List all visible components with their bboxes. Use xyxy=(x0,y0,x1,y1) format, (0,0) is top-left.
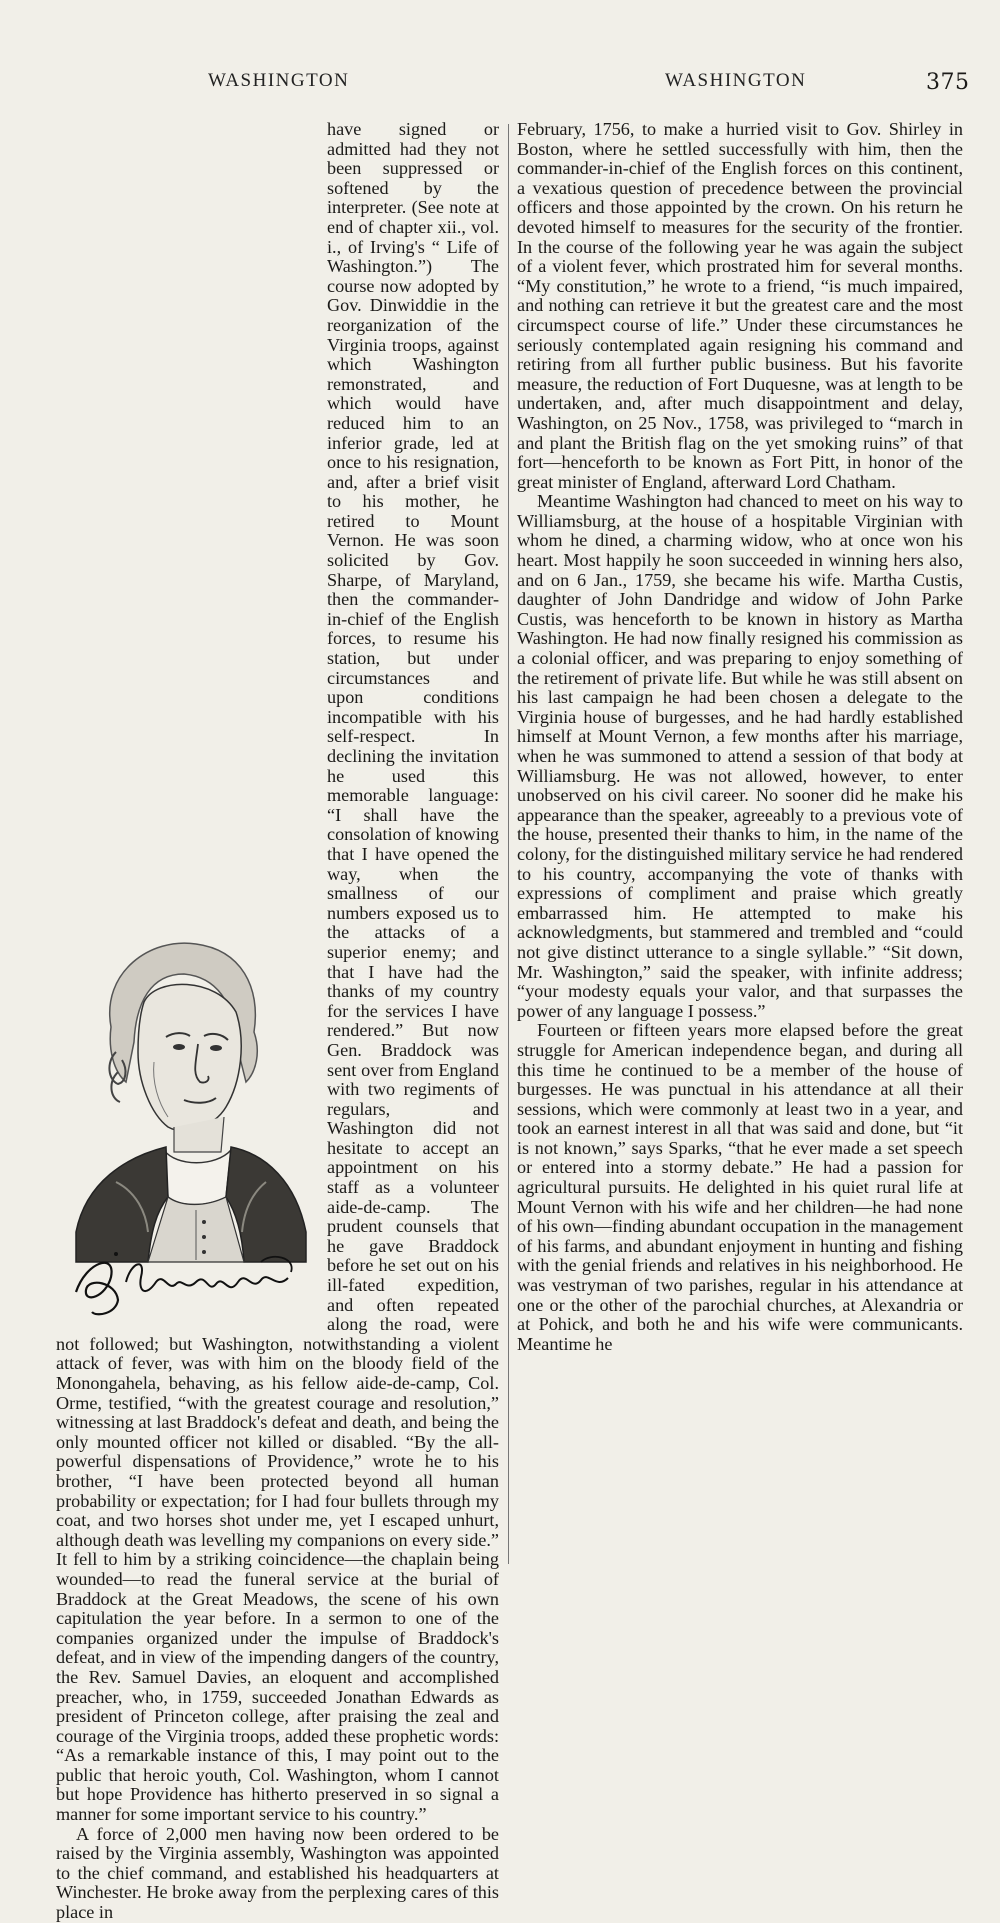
running-head-left: WASHINGTON xyxy=(208,70,350,91)
right-column xyxy=(517,120,963,1354)
wig-curl-left-2 xyxy=(111,1072,120,1102)
button-3 xyxy=(202,1250,206,1254)
right-paragraph-1: February, 1756, to make a hurried visit to Gov. Shirley in Boston, where he settled successfully with him, then the commander-in-chief of the English forces on this continent, a vexatious question of precedence between the provincial officers and those appointed by the crown. On his return he devoted himself to measures for the security of the frontier. In the course of the following year he was again the subject of a violent fever, which prostrated him for several months. “My constitution,” he wrote to a friend, “is much impaired, and nothing can retrieve it but the greatest care and the most circumspect course of life.” Under these circumstances he seriously contemplated again resigning his command and retiring from all further public business. But his favorite measure, the reduction of Fort Duquesne, was at length to be undertaken, and, after much disappointment and delay, Washington, on 25 Nov., 1758, was privileged to “march in and plant the British flag on the yet smoking ruins” of that fort—henceforth to be known as Fort Pitt, in honor of the great minister of England, afterward Lord Chatham. xyxy=(517,119,963,492)
portrait-engraving xyxy=(56,932,319,1332)
left-column xyxy=(56,120,499,1923)
page-number: 375 xyxy=(926,70,970,95)
running-head-right: WASHINGTON xyxy=(665,70,807,91)
right-paragraph-3: Fourteen or fifteen years more elapsed before the great struggle for American independence began, and during all this time he continued to be a member of the house of burgesses. He was punctual in his attendance at all their sessions, which were commonly at least two in a year, and took an earnest interest in all that was said and done, but “it is not known,” says Sparks, “that he ever made a set speech or entered into a stormy debate.” He had a passion for agricultural pursuits. He delighted in his quiet rural life at Mount Vernon with his wife and her children—he had none of his own—finding abundant occupation in the management of his farms, and abundant enjoyment in hunting and fishing with the genial friends and relatives in his neighborhood. He was vestryman of two parishes, regular in his attendance at one or the other of the parochial churches, at Alexandria or at Pohick, and both he and his wife were communicants. Meantime he xyxy=(517,1020,963,1354)
left-paragraph-1: have signed or admitted had they not been suppressed or softened by the interpreter. (See note at end of chapter xii., vol. i., of Irving's “ Life of Washington.”) The course now adopted by Gov. Dinwiddie in the reorganization of the Virginia troops, against which Washington remonstrated, and which would have reduced him to an inferior grade, led at once to his resignation, and, after a brief visit to his mother, he retired to Mount Vernon. He was soon solicited by Gov. Sharpe, of Maryland, then the commander-in-chief of the English forces, to resume his station, but under circumstances and upon conditions incompatible with his self-respect. In declining the invitation he used this memorable language: “I shall have the consolation of knowing that I have opened the way, when the smallness of our numbers exposed us to the attacks of a superior enemy; and that I have had the thanks of my country for the services I have rendered.” But now Gen. Braddock was sent over from England with two regiments of regulars, and Washington did not hesitate to accept an appointment on his staff as a volunteer aide-de-camp. The prudent counsels that he gave Braddock before he set out on his ill-fated expedition, and often repeated along the road, were not followed; but Washington, notwithstanding a violent attack of fever, was with him on the bloody field of the Monongahela, behaving, as his fellow aide-de-camp, Col. Orme, testified, “with the greatest courage and resolution,” witnessing at last Braddock's defeat and death, and being the only mounted officer not killed or disabled. “By the all-powerful dispensations of Providence,” wrote he to his brother, “I have been protected beyond all human probability or expectation; for I had four bullets through my coat, and two horses shot under me, yet I escaped unhurt, although death was levelling my companions on every side.” It fell to him by a striking coincidence—the chaplain being wounded—to read the funeral service at the burial of Braddock at the Great Meadows, the scene of his own capitulation the year before. In a sermon to one of the companies organized under the impulse of Braddock's defeat, and in view of the impending dangers of the country, the Rev. Samuel Davies, an eloquent and accomplished preacher, who, in 1759, succeeded Jonathan Edwards as president of Princeton college, after praising the zeal and courage of the Virginia troops, added these prophetic words: “As a remarkable instance of this, I may point out to the public that heroic youth, Col. Washington, whom I cannot but hope Providence has hitherto preserved in so signal a manner for some important service to his country.” xyxy=(56,119,499,1825)
face-shape xyxy=(138,984,241,1131)
right-paragraph-2: Meantime Washington had chanced to meet on his way to Williamsburg, at the house of a hospitable Virginian with whom he dined, a charming widow, who at once won his heart. Most happily he soon succeeded in winning hers also, and on 6 Jan., 1759, she became his wife. Martha Custis, daughter of John Dandridge and widow of John Parke Custis, was henceforth to be known in history as Martha Washington. He had now finally resigned his commission as a colonial officer, and was preparing to enjoy something of the retirement of private life. But while he was still absent on his last campaign he had been chosen a delegate to the Virginia house of burgesses, and he had hardly established himself at Mount Vernon, a few months after his marriage, when he was summoned to attend a session of that body at Williamsburg. He was not allowed, however, to enter unobserved on his civil career. No sooner did he make his appearance than the speaker, agreeably to a previous vote of the house, presented their thanks to him, in the name of the colony, for the distinguished military service he had rendered to his country, accompanying the vote of thanks with expressions of compliment and praise which greatly embarrassed him. He attempted to make his acknowledgments, but stammered and trembled and “could not give distinct utterance to a single syllable.” “Sit down, Mr. Washington,” said the speaker, with infinite address; “your modesty equals your valor, and that surpasses the power of any language I possess.” xyxy=(517,491,963,1021)
column-divider xyxy=(508,124,509,1564)
cravat xyxy=(164,1150,231,1205)
eye-right xyxy=(210,1045,222,1051)
eye-left xyxy=(173,1044,185,1050)
portrait-svg xyxy=(56,932,319,1332)
button-2 xyxy=(202,1235,206,1239)
left-paragraph-2: A force of 2,000 men having now been ordered to be raised by the Virginia assembly, Washington was appointed to the chief command, and established his headquarters at Winchester. He broke away from the perplexing cares of this place in xyxy=(56,1823,499,1923)
button-1 xyxy=(202,1220,206,1224)
